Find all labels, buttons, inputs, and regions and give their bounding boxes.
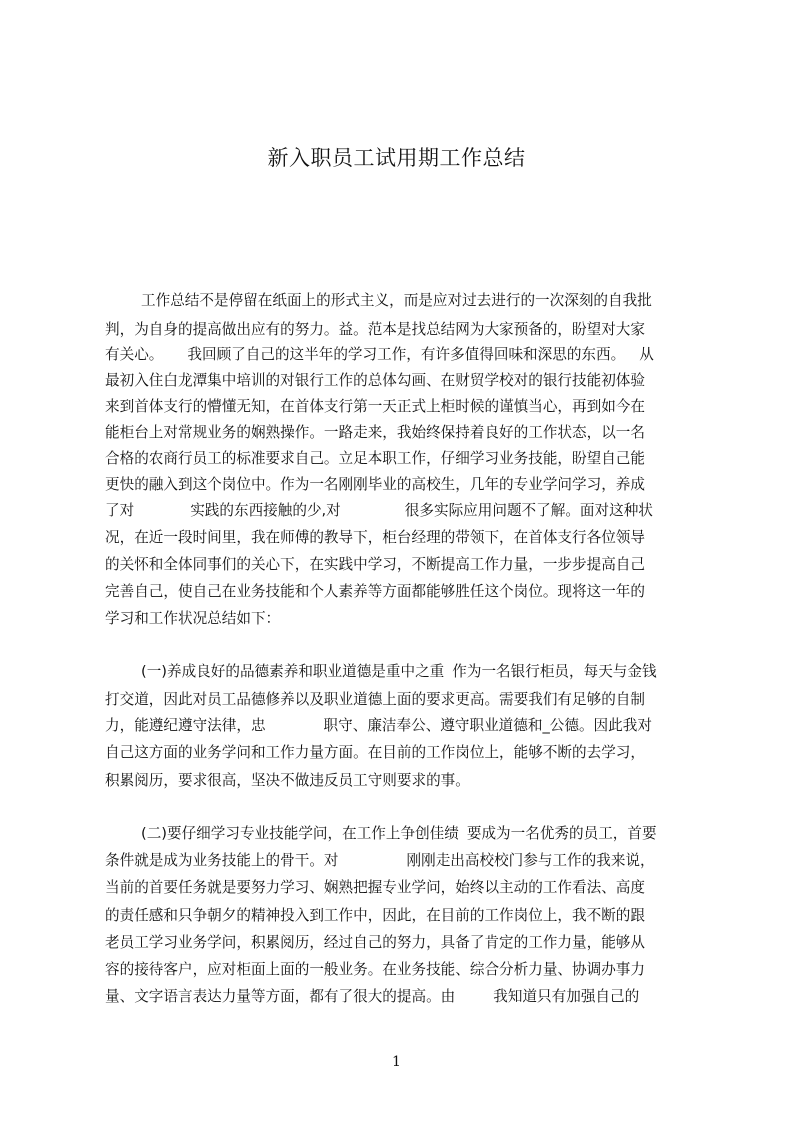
paragraph-line [105,876,699,900]
text-span: 当前的首要任务就是要努力学习、娴熟把握专业学问，始终以主动的工作看法、高度 [105,879,645,896]
text-span: 要成为一名优秀的员工，首要 [466,825,657,842]
paragraph-line [105,318,699,342]
paragraph-line [105,526,699,550]
paragraph-line [105,289,699,313]
text-span: 判，为自身的提高做出应有的努力。益。范本是找总结网为大家预备的，盼望对大家 [105,321,645,338]
paragraph-line [105,822,699,846]
paragraph-line [105,447,699,471]
paragraph-line [105,607,699,631]
paragraph-line [105,395,699,419]
page-number: 1 [392,1054,401,1070]
paragraph-line [105,904,699,928]
paragraph-line [105,343,699,367]
text-span: 积累阅历，要求很高，坚决不做违反员工守则要求的事。 [105,772,470,789]
paragraph-line [105,741,699,765]
text-span: 我知道只有加强自己的 [493,988,640,1005]
text-span: 容的接待客户，应对柜面上面的一般业务。在业务技能、综合分析力量、协调办事力 [105,961,645,978]
paragraph-line [105,421,699,445]
paragraph-line [105,931,699,955]
text-span: 量、文字语言表达力量等方面，都有了很大的提高。由 [105,988,456,1005]
text-span: 打交道，因此对员工品德修养以及职业道德上面的要求更高。需要我们有足够的自制 [105,691,645,708]
text-span: 学习和工作状况总结如下： [105,610,281,627]
text-span: 的关怀和全体同事们的关心下，在实践中学习，不断提高工作力量，一步步提高自己 [105,556,645,573]
text-span: 况，在近一段时间里，我在师傅的教导下，柜台经理的带领下，在首体支行各位领导 [105,529,645,546]
text-span: 力，能遵纪遵守法律，忠 [105,717,266,734]
paragraph-line [105,580,699,604]
text-span: 自己这方面的业务学问和工作力量方面。在目前的工作岗位上，能够不断的去学习， [105,744,645,761]
paragraph-line [105,769,699,793]
text-span: 从 [639,346,654,363]
text-span: 的责任感和只争朝夕的精神投入到工作中，因此，在目前的工作岗位上，我不断的跟 [105,907,645,924]
paragraph-line [105,849,699,873]
text-span: 很多实际应用问题不了解。面对这种状 [404,502,653,519]
paragraph-line [105,553,699,577]
text-span: (二)要仔细学习专业技能学问，在工作上争创佳绩 [141,825,459,842]
text-span: 来到首体支行的懵懂无知，在首体支行第一天正式上柜时候的谨慎当心，再到如今在 [105,398,645,415]
text-span: 老员工学习业务学问，积累阅历，经过自己的努力，具备了肯定的工作力量，能够从 [105,934,645,951]
text-span: 合格的农商行员工的标准要求自己。立足本职工作，仔细学习业务技能，盼望自己能 [105,450,645,467]
text-span: 工作总结不是停留在纸面上的形式主义，而是应对过去进行的一次深刻的自我批 [141,292,652,309]
text-span: 实践的东西接触的少,对 [190,502,341,519]
text-span: 有关心。 [105,346,164,363]
paragraph-line [105,369,699,393]
paragraph-line [105,714,699,738]
text-span: 能柜台上对常规业务的娴熟操作。一路走来，我始终保持着良好的工作状态，以一名 [105,424,645,441]
paragraph-line [105,688,699,712]
text-span: 条件就是成为业务技能上的骨干。对 [105,852,339,869]
text-span: 完善自己，使自己在业务技能和个人素养等方面都能够胜任这个岗位。现将这一年的 [105,583,645,600]
text-span: 刚刚走出高校校门参与工作的我来说， [406,852,655,869]
page-title: 新入职员工试用期工作总结 [267,146,526,170]
text-span: 作为一名银行柜员，每天与金钱 [452,663,657,680]
text-span: (一)养成良好的品德素养和职业道德是重中之重 [141,663,445,680]
paragraph-line [105,660,699,684]
text-span: 最初入住白龙潭集中培训的对银行工作的总体勾画、在财贸学校对的银行技能初体验 [105,372,645,389]
paragraph-line [105,499,699,523]
paragraph-line [105,473,699,497]
text-span: 更快的融入到这个岗位中。作为一名刚刚毕业的高校生，几年的专业学问学习，养成 [105,476,645,493]
text-span: 我回顾了自己的这半年的学习工作，有许多值得回味和深思的东西。 [187,346,626,363]
paragraph-line [105,985,699,1009]
text-span: 了对 [105,502,135,519]
paragraph-line [105,958,699,982]
text-span: 职守、廉洁奉公、遵守职业道德和_公德。因此我对 [323,717,652,734]
